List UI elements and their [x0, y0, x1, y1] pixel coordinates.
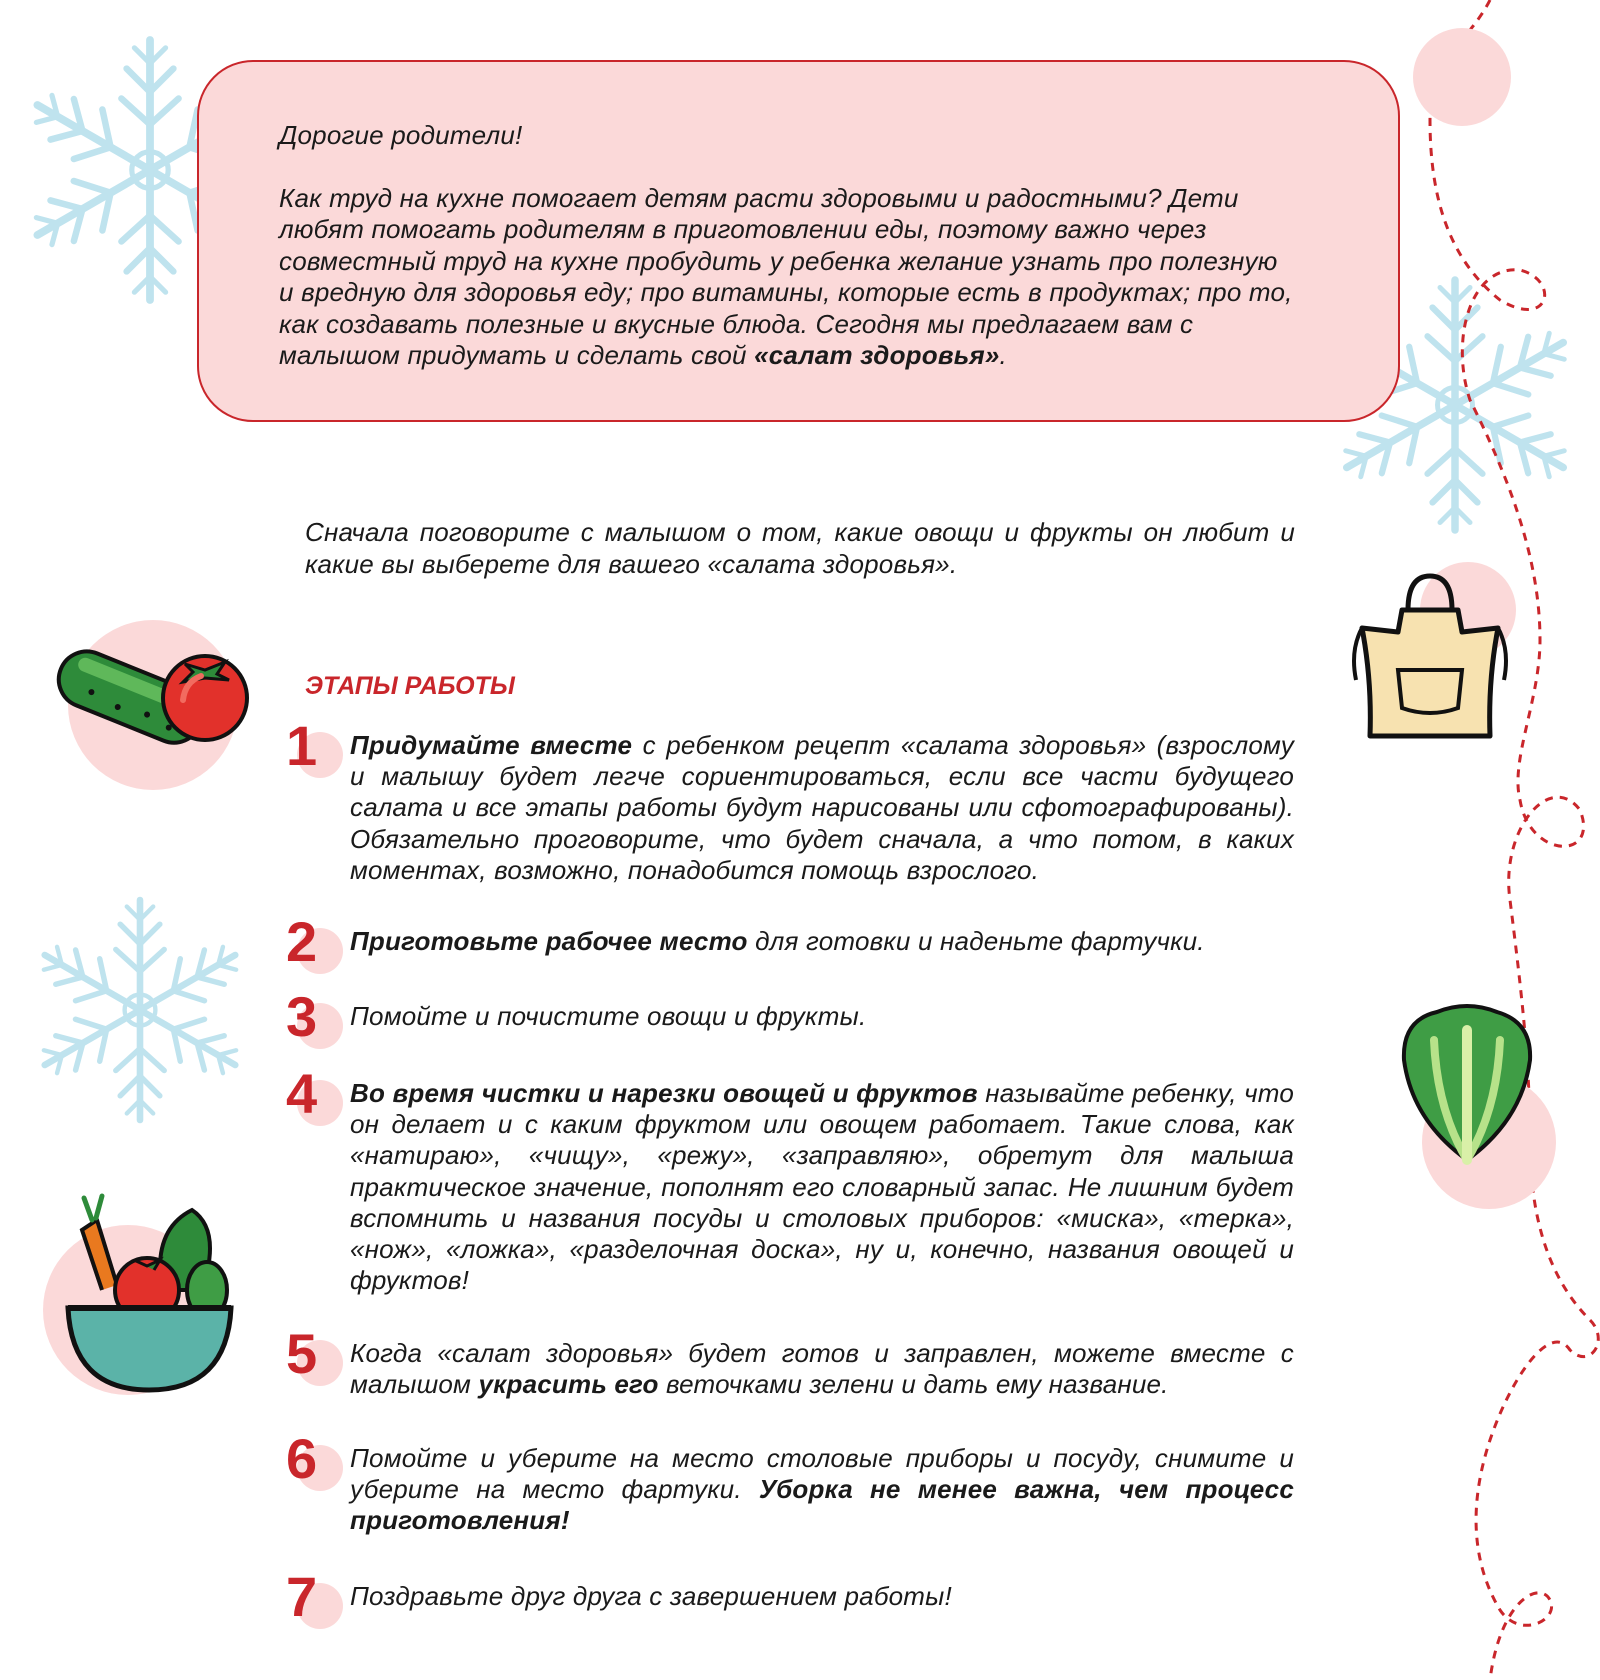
step-text: Помойте и почистите овощи и фрукты. — [350, 1001, 867, 1031]
pink-circle — [1413, 28, 1511, 126]
dashed-ribbon — [1390, 0, 1600, 1680]
step-text: Когда «салат здоровья» будет готов и заправлен, можете вместе с малышом украсить его веточками зелени и дать ему название. — [350, 1338, 1294, 1400]
intro-note: Сначала поговорите с малышом о том, какие овощи и фрукты он любит и какие вы выберете для вашего «салата здоровья». — [305, 517, 1295, 579]
step-number: 1 — [286, 714, 318, 777]
step-text: Приготовьте рабочее место для готовки и наденьте фартучки. — [350, 926, 1205, 956]
snowflake-icon — [25, 890, 255, 1130]
step-text: Во время чистки и нарезки овощей и фруктов называйте ребенку, что он делает и с каким фруктом или овощем работает. Такие слова, как «натираю», «чищу», «режу», «заправляю», обретут для малыша практическое значение, пополнят его словарный запас. Не лишним будет вспомнить и названия посуды и столовых приборов: «миска», «терка», «нож», «ложка», «разделочная доска», ну и, конечно, названия овощей и фруктов! — [350, 1078, 1294, 1296]
tomato-icon — [155, 640, 255, 745]
step-number: 3 — [286, 985, 318, 1048]
lettuce-icon — [1392, 1000, 1542, 1165]
vegetable-bowl-icon — [62, 1190, 237, 1395]
intro-box — [197, 60, 1400, 422]
step-number: 5 — [286, 1322, 318, 1385]
step-number: 6 — [286, 1427, 318, 1490]
step-text: Придумайте вместе с ребенком рецепт «салата здоровья» (взрослому и малышу будет легче сориентироваться, если все части будущего салата и все этапы работы будут нарисованы или сфотографированы). Обязательно проговорите, что будет сначала, а что потом, в каких моментах, возможно, понадобится помощь взрослого. — [350, 730, 1294, 885]
intro-greeting: Дорогие родители! — [279, 120, 523, 150]
step-number: 4 — [286, 1062, 318, 1125]
step-number: 2 — [286, 910, 318, 973]
intro-text: Как труд на кухне помогает детям расти здоровыми и радостными? Дети любят помогать родителям в приготовлении еды, поэтому важно через совместный труд на кухне пробудить у ребенка желание узнать про полезную и вредную для здоровья еду; про витамины, которые есть в продуктах; про то, как создавать полезные и вкусные блюда. Сегодня мы предлагаем вам с малышом придумать и сделать свой «салат здоровья». — [279, 182, 1293, 370]
step-text: Помойте и уберите на место столовые приборы и посуду, снимите и уберите на место фартуки. Уборка не менее важна, чем процесс приготовления! — [350, 1443, 1294, 1536]
step-number: 7 — [286, 1565, 318, 1628]
step-text: Поздравьте друг друга с завершением работы! — [350, 1581, 952, 1611]
apron-icon — [1350, 570, 1510, 740]
steps-title: ЭТАПЫ РАБОТЫ — [305, 672, 515, 700]
